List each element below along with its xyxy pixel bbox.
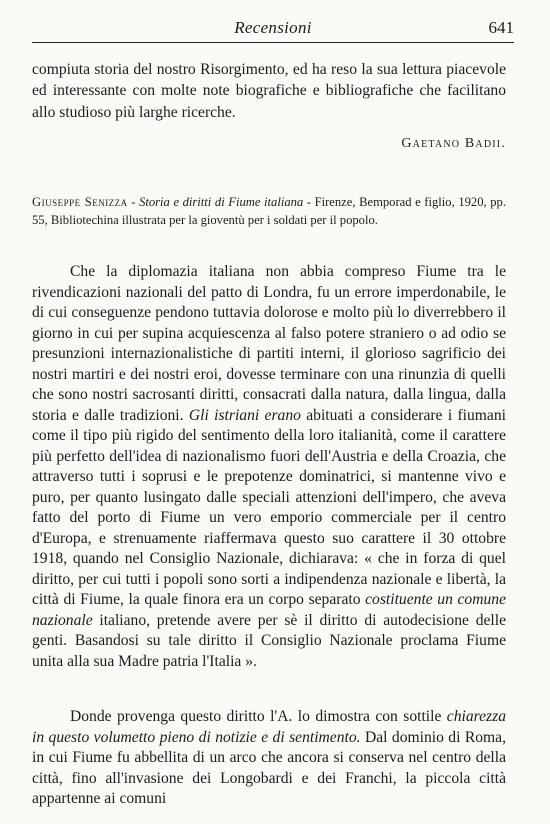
running-title: Recensioni bbox=[234, 18, 312, 37]
previous-review-closing-paragraph: compiuta storia del nostro Risorgimento, ed ha reso la sua lettura piacevole ed interessante con molte note biografiche e bibliografiche che facilitano allo studioso più larghe ricerche. bbox=[32, 61, 506, 121]
paragraph-1-italic-b: Gli istriani erano bbox=[188, 406, 301, 424]
book-citation bbox=[32, 194, 506, 229]
reviewer-signature: Gaetano Badii. bbox=[401, 136, 506, 151]
paragraph-2-italic-b: chiarezza in questo volumetto pieno di notizie e di sentimento. bbox=[32, 708, 506, 746]
paragraph-1-text-a: Che la diplomazia italiana non abbia compreso Fiume tra le rivendicazioni nazionali del patto di Londra, fu un errore imperdonabile, le di cui conseguenze pendono tuttavia dolorose e molto più lo diverrebbero il giorno in cui per supina acquiescenza al falso potere straniero o ad odio se presunzioni internazionalistiche di partiti interni, il glorioso sagrificio dei nostri martiri e dei nostri eroi, dovesse terminare con una rinunzia di quelli che sono nostri sacrosanti diritti, consacrati dalla natura, dalla lingua, dalla storia e dalle tradizioni. bbox=[32, 263, 506, 424]
paragraph-2-text-c: Dal dominio di Roma, in cui Fiume fu abbellita di un arco che ancora si conserva nel centro della città, fino all'invasione dei Longobardi e dei Franchi, la piccola città appartenne ai comuni bbox=[32, 728, 506, 807]
paragraph-1-text-c: abituati a considerare i fiumani come il tipo più rigido del sentimento della loro italianità, come il carattere più perfetto dell'idea di nazionalismo fuori dell'Austria e della Croazia, che attraverso tutti i soprusi e le prepotenze dominatrici, si mantenne vivo e puro, per quanto lusingato dalle speciali attenzioni dell'impero, che aveva fatto del porto di Fiume un vero emporio commerciale per il centro d'Europa, e strenuamente riaffermava questo suo carattere il 30 ottobre 1918, quando nel Consiglio Nazionale, dichiarava: « che in forza di quel diritto, per cui tutti i popoli sono sorti a indipendenza nazionale e libertà, la città di Fiume, la quale finora era un corpo separato bbox=[32, 406, 506, 608]
citation-author: Giuseppe Senizza bbox=[32, 195, 128, 209]
paragraph-1-italic-d: costituente un comune nazionale bbox=[32, 591, 506, 629]
review-paragraph-2 bbox=[32, 707, 506, 810]
review-paragraph-1 bbox=[32, 262, 506, 672]
page-number: 641 bbox=[488, 18, 514, 37]
citation-details: - Firenze, Bemporad e figlio, 1920, pp. 55, Bibliotechina illustrata per la gioventù per i soldati per il popolo. bbox=[32, 195, 506, 227]
header-rule bbox=[32, 42, 514, 43]
paragraph-1-text-e: italiano, pretende avere per sè il diritto di autodecisione delle genti. Basandosi su tale diritto il Consiglio Nazionale proclama Fiume unita alla sua Madre patria l'Italia ». bbox=[32, 611, 506, 670]
running-header bbox=[32, 18, 514, 40]
citation-separator: - bbox=[127, 195, 140, 209]
paragraph-2-text-a: Donde provenga questo diritto l'A. lo dimostra con sottile bbox=[70, 708, 447, 725]
citation-title: Storia e diritti di Fiume italiana bbox=[139, 195, 304, 209]
